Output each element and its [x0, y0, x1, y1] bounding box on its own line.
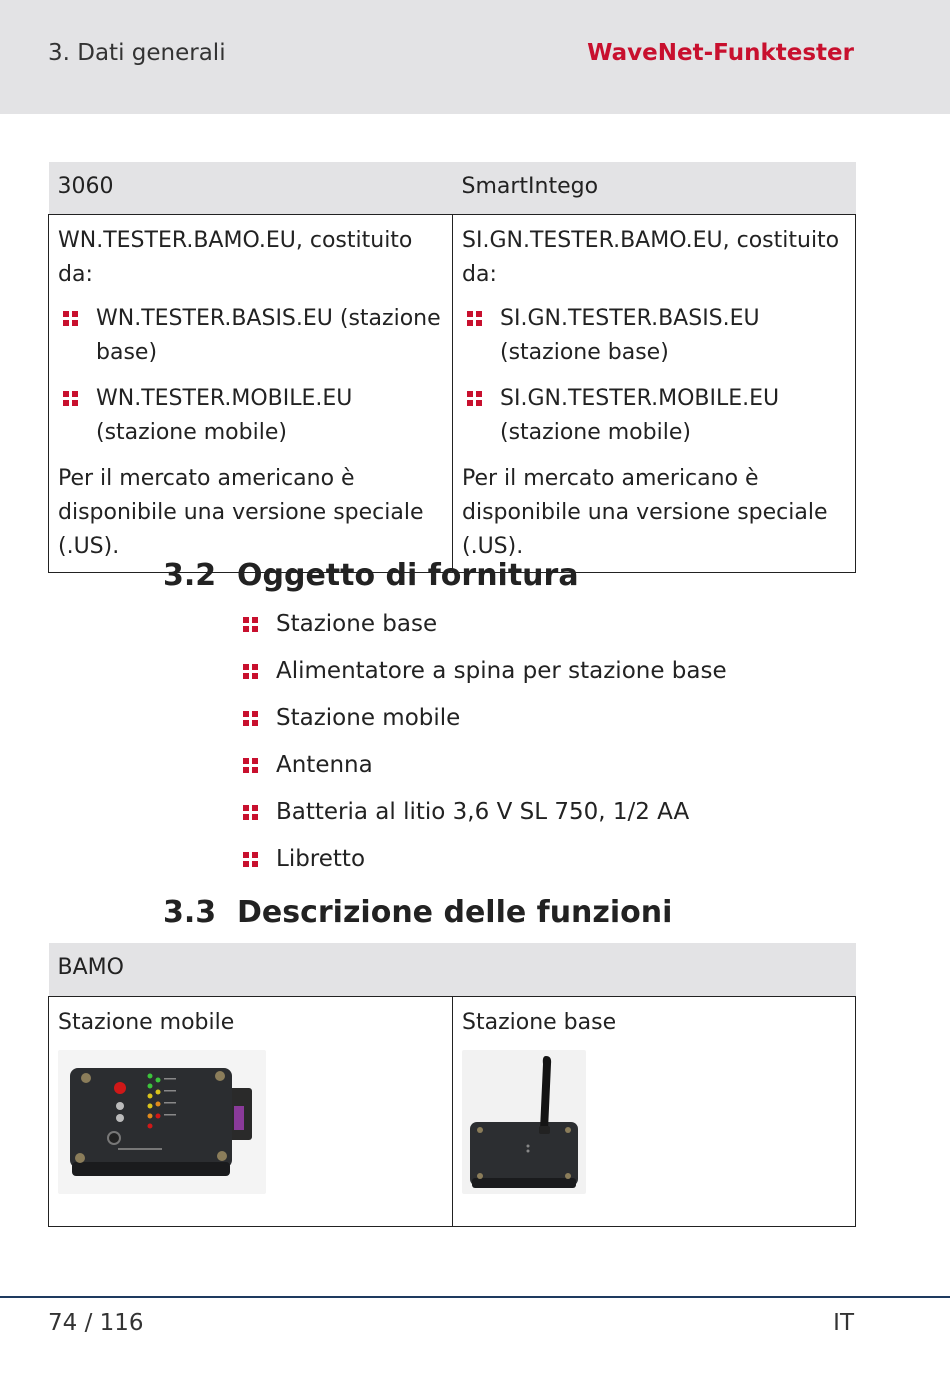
- bamo-table: [48, 943, 856, 1227]
- header-product-name: WaveNet-Funktester: [587, 40, 854, 66]
- variant-intro: SI.GN.TESTER.BAMO.EU, costituito da:: [462, 227, 840, 287]
- table-header-smartintego: SmartIntego: [453, 162, 856, 214]
- list-item: Stazione base: [238, 606, 727, 653]
- section-title: Descrizione delle funzioni: [237, 895, 673, 930]
- variant-component-list: [58, 302, 443, 450]
- variant-3060-cell: [49, 214, 453, 572]
- mobile-station-label: Stazione mobile: [58, 1009, 235, 1035]
- base-station-label: Stazione base: [462, 1009, 617, 1035]
- base-station-cell: [453, 996, 856, 1226]
- variant-intro: WN.TESTER.BAMO.EU, costituito da:: [58, 227, 413, 287]
- square-bullet-icon: [243, 617, 258, 632]
- square-bullet-icon: [243, 711, 258, 726]
- square-bullet-icon: [467, 311, 482, 326]
- list-item: SI.GN.TESTER.MOBILE.EU (stazione mobile): [462, 382, 846, 450]
- square-bullet-icon: [243, 805, 258, 820]
- language-code: IT: [833, 1310, 854, 1336]
- square-bullet-icon: [243, 758, 258, 773]
- table-header-3060: 3060: [49, 162, 453, 214]
- product-variants-table: [48, 162, 856, 573]
- section-title: Oggetto di fornitura: [237, 558, 579, 593]
- variant-note: Per il mercato americano è disponibile una versione speciale (.US).: [58, 465, 424, 559]
- mobile-station-photo: [58, 1050, 266, 1194]
- list-item: WN.TESTER.BASIS.EU (stazione base): [58, 302, 443, 370]
- page-header: [0, 0, 950, 114]
- section-number: 3.2: [163, 558, 217, 593]
- square-bullet-icon: [63, 391, 78, 406]
- variant-component-list: [462, 302, 846, 450]
- list-item: Alimentatore a spina per stazione base: [238, 653, 727, 700]
- list-item: Libretto: [238, 841, 727, 888]
- table-header-bamo: BAMO: [49, 943, 856, 996]
- header-section-title: 3. Dati generali: [48, 40, 226, 66]
- variant-smartintego-cell: [453, 214, 856, 572]
- list-item: WN.TESTER.MOBILE.EU (stazione mobile): [58, 382, 443, 450]
- list-item: Batteria al litio 3,6 V SL 750, 1/2 AA: [238, 794, 727, 841]
- square-bullet-icon: [243, 852, 258, 867]
- footer-rule: [0, 1296, 950, 1298]
- mobile-station-cell: [49, 996, 453, 1226]
- list-item: SI.GN.TESTER.BASIS.EU (stazione base): [462, 302, 846, 370]
- scope-of-delivery-list: [238, 606, 727, 888]
- list-item: Antenna: [238, 747, 727, 794]
- square-bullet-icon: [63, 311, 78, 326]
- square-bullet-icon: [243, 664, 258, 679]
- square-bullet-icon: [467, 391, 482, 406]
- list-item: Stazione mobile: [238, 700, 727, 747]
- section-number: 3.3: [163, 895, 217, 930]
- variant-note: Per il mercato americano è disponibile una versione speciale (.US).: [462, 465, 828, 559]
- page-number: 74 / 116: [48, 1310, 144, 1336]
- base-station-photo: [462, 1050, 586, 1194]
